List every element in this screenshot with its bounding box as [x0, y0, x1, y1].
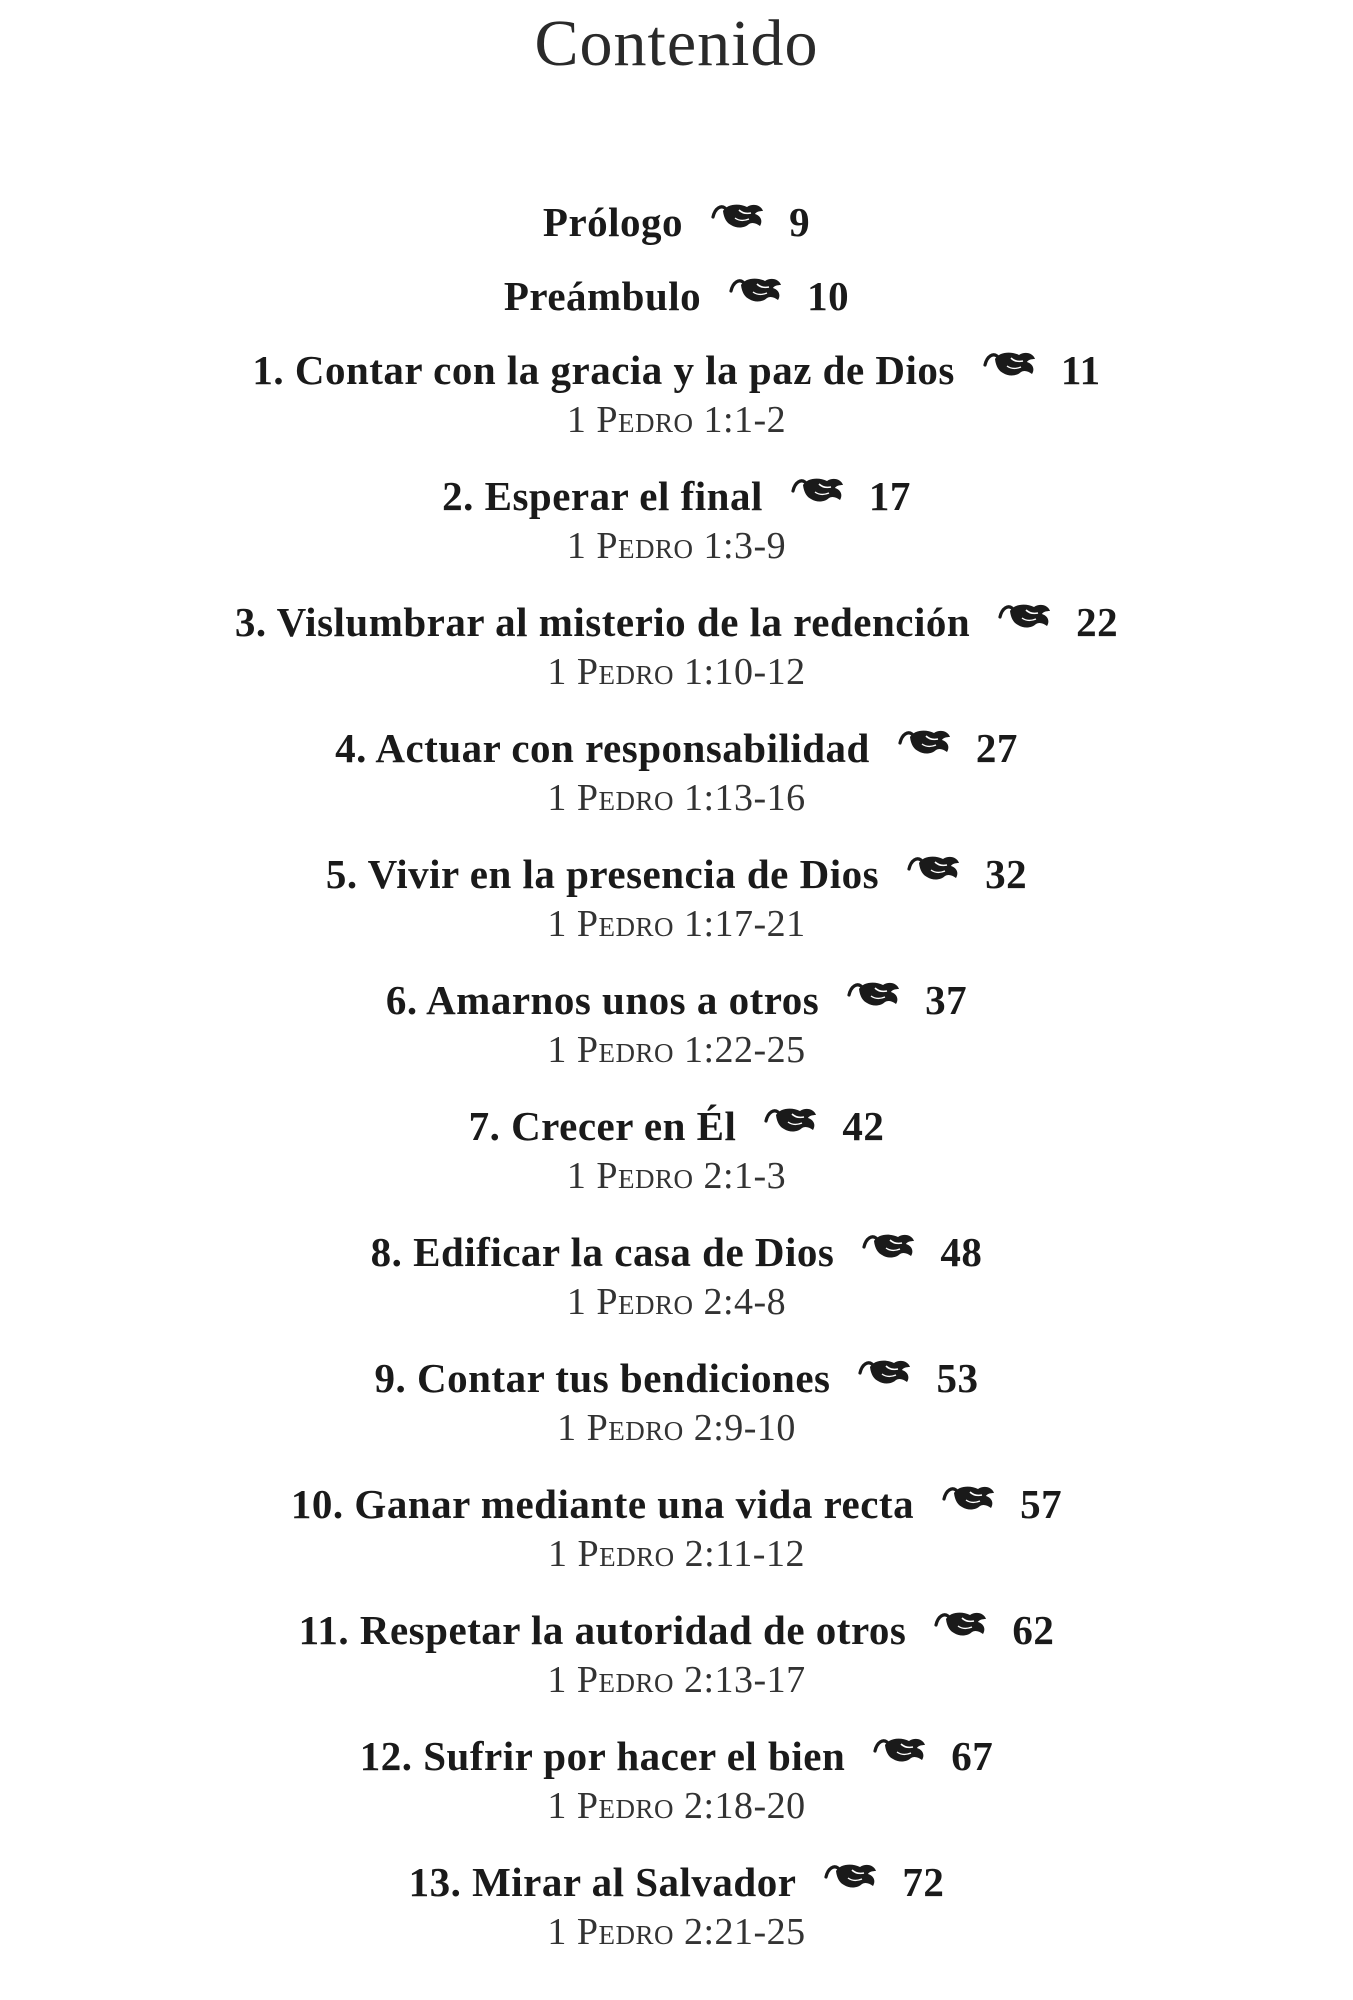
fleuron-hand-icon	[789, 473, 847, 507]
toc-entry-chapter-9[interactable]	[0, 1352, 1353, 1478]
toc-page-number: 53	[936, 1355, 979, 1401]
toc-entry-title: 3. Vislumbrar al misterio de la redención	[234, 599, 971, 645]
toc-entry-line	[469, 1100, 885, 1152]
toc-scripture-ref: 1 Pedro 1:3-9	[566, 525, 787, 567]
toc-entry-line	[371, 1226, 983, 1278]
fleuron-hand-icon	[996, 599, 1054, 633]
toc-entry-line	[375, 1352, 979, 1404]
toc-entry-line	[543, 196, 810, 248]
toc-page-number: 72	[902, 1859, 945, 1905]
fleuron-hand-icon	[981, 347, 1039, 381]
toc-entry-chapter-11[interactable]	[0, 1604, 1353, 1730]
fleuron-hand-icon	[727, 273, 785, 307]
toc-entry-title: 5. Vivir en la presencia de Dios	[325, 851, 880, 897]
toc-scripture-ref: 1 Pedro 2:11-12	[548, 1533, 805, 1575]
fleuron-hand-icon	[860, 1229, 918, 1263]
page-title: Contenido	[534, 7, 819, 80]
toc-entry-chapter-6[interactable]	[0, 974, 1353, 1100]
fleuron-hand-icon	[856, 1355, 914, 1389]
fleuron-hand-icon	[905, 851, 963, 885]
toc-page-number: 62	[1012, 1607, 1055, 1653]
fleuron-hand-icon	[896, 725, 954, 759]
toc-scripture-ref: 1 Pedro 1:1-2	[566, 399, 787, 441]
toc-entry-chapter-4[interactable]	[0, 722, 1353, 848]
toc-entry-line	[291, 1478, 1062, 1530]
toc-page-number: 9	[789, 199, 811, 245]
toc-scripture-ref: 1 Pedro 1:17-21	[547, 903, 806, 945]
toc-page-number: 67	[951, 1733, 994, 1779]
toc-page-number: 32	[985, 851, 1028, 897]
table-of-contents	[0, 196, 1353, 1982]
fleuron-hand-icon	[845, 977, 903, 1011]
toc-entry-title: 9. Contar tus bendiciones	[374, 1355, 831, 1401]
toc-entry-chapter-3[interactable]	[0, 596, 1353, 722]
toc-entry-title: 4. Actuar con responsabilidad	[335, 725, 870, 771]
toc-page-number: 37	[925, 977, 968, 1023]
toc-entry-line	[504, 270, 849, 322]
toc-entry-title: 8. Edificar la casa de Dios	[370, 1229, 835, 1275]
toc-entry-chapter-5[interactable]	[0, 848, 1353, 974]
toc-entry-line	[252, 344, 1100, 396]
toc-entry-line	[235, 596, 1118, 648]
toc-entry-line	[442, 470, 911, 522]
toc-entry-title: 1. Contar con la gracia y la paz de Dios	[252, 347, 955, 393]
toc-page-number: 22	[1076, 599, 1119, 645]
toc-scripture-ref: 1 Pedro 1:13-16	[547, 777, 806, 819]
toc-scripture-ref: 1 Pedro 2:4-8	[566, 1281, 787, 1323]
toc-entry-prologo[interactable]	[0, 196, 1353, 270]
toc-entry-chapter-12[interactable]	[0, 1730, 1353, 1856]
toc-entry-title: 7. Crecer en Él	[468, 1103, 737, 1149]
toc-scripture-ref: 1 Pedro 1:10-12	[547, 651, 806, 693]
fleuron-hand-icon	[762, 1103, 820, 1137]
toc-entry-preambulo[interactable]	[0, 270, 1353, 344]
toc-entry-line	[335, 722, 1018, 774]
toc-scripture-ref: 1 Pedro 2:21-25	[547, 1911, 806, 1953]
fleuron-hand-icon	[932, 1607, 990, 1641]
toc-scripture-ref: 1 Pedro 2:1-3	[566, 1155, 787, 1197]
toc-entry-title: Prólogo	[542, 199, 684, 245]
toc-entry-chapter-7[interactable]	[0, 1100, 1353, 1226]
fleuron-hand-icon	[709, 199, 767, 233]
toc-entry-chapter-2[interactable]	[0, 470, 1353, 596]
toc-entry-chapter-8[interactable]	[0, 1226, 1353, 1352]
toc-entry-title: 13. Mirar al Salvador	[408, 1859, 797, 1905]
toc-entry-title: 2. Esperar el final	[442, 473, 763, 519]
toc-entry-line	[409, 1856, 945, 1908]
toc-scripture-ref: 1 Pedro 2:13-17	[547, 1659, 806, 1701]
toc-entry-line	[386, 974, 967, 1026]
toc-entry-title: Preámbulo	[503, 273, 702, 319]
fleuron-hand-icon	[822, 1859, 880, 1893]
toc-entry-line	[326, 848, 1027, 900]
toc-scripture-ref: 1 Pedro 1:22-25	[547, 1029, 806, 1071]
toc-page-number: 11	[1060, 347, 1101, 393]
toc-page-number: 17	[868, 473, 911, 519]
toc-page-number: 10	[807, 273, 850, 319]
toc-page-number: 42	[842, 1103, 885, 1149]
toc-scripture-ref: 1 Pedro 2:18-20	[547, 1785, 806, 1827]
toc-entry-title: 10. Ganar mediante una vida recta	[290, 1481, 915, 1527]
toc-entry-title: 6. Amarnos unos a otros	[385, 977, 820, 1023]
toc-entry-title: 12. Sufrir por hacer el bien	[359, 1733, 846, 1779]
toc-entry-chapter-10[interactable]	[0, 1478, 1353, 1604]
fleuron-hand-icon	[871, 1733, 929, 1767]
toc-entry-chapter-1[interactable]	[0, 344, 1353, 470]
toc-entry-line	[360, 1730, 994, 1782]
toc-entry-chapter-13[interactable]	[0, 1856, 1353, 1982]
fleuron-hand-icon	[940, 1481, 998, 1515]
toc-page-number: 48	[940, 1229, 983, 1275]
toc-entry-title: 11. Respetar la autoridad de otros	[298, 1607, 907, 1653]
toc-entry-line	[299, 1604, 1055, 1656]
toc-scripture-ref: 1 Pedro 2:9-10	[557, 1407, 796, 1449]
toc-page-number: 27	[975, 725, 1018, 771]
toc-page-number: 57	[1020, 1481, 1063, 1527]
